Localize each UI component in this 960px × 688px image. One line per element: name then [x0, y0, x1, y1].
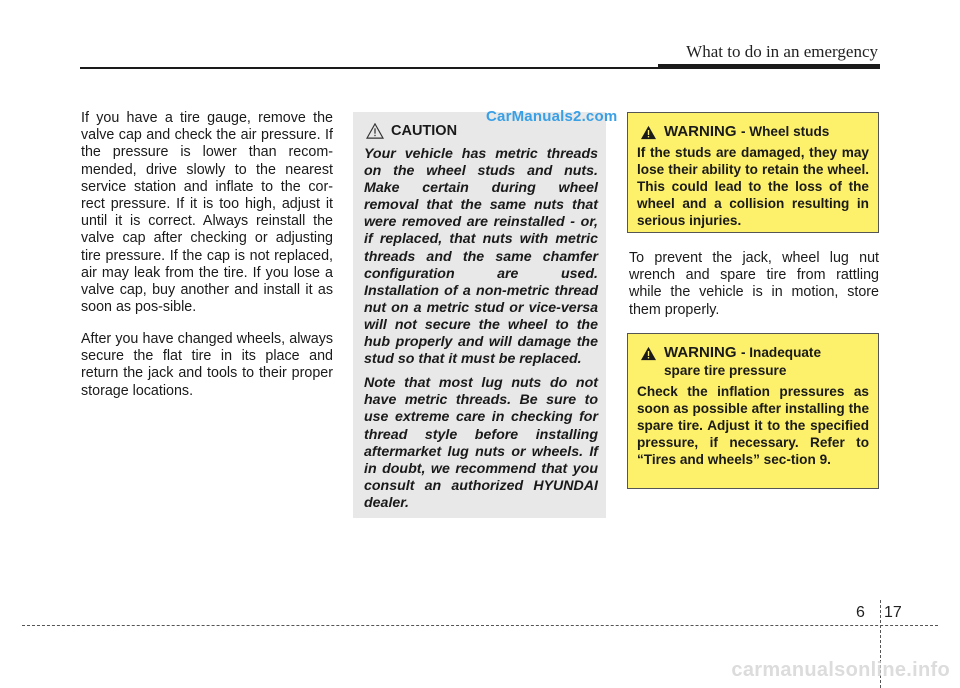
warning-label: WARNING [664, 344, 737, 361]
tire-gauge-paragraph: If you have a tire gauge, remove the valve cap and check the air pressure. If the pressure is lower than recom-mended, drive slowly to the nearest service station and inflate to the cor-rect pressure. If it is too high, adjust it until it is correct. Always reinstall the valve cap after checking or adjusting tire pressure. If the cap is not replaced, air may leak from the tire. If you lose a valve cap, buy another and install it as soon as pos-sible. [81, 110, 333, 316]
watermark-text: CarManuals2.com [486, 108, 618, 125]
warning-subtitle-line2: spare tire pressure [664, 363, 787, 378]
warning-subtitle: - Wheel studs [740, 124, 830, 139]
chapter-number: 6 [856, 604, 865, 621]
warning-triangle-icon [640, 346, 657, 361]
caution-box [353, 112, 606, 518]
warning-spare-tire-box [627, 333, 879, 489]
warning-spare-tire-header [637, 344, 869, 380]
store-properly-paragraph: To prevent the jack, wheel lug nut wrench and spare tire from rattling while the vehicle is in motion, store them properly. [629, 250, 879, 318]
caution-title: CAUTION [391, 123, 458, 139]
caution-triangle-icon [366, 123, 384, 139]
warning-wheel-studs-header [637, 123, 869, 141]
footer-site-watermark: carmanualsonline.info [731, 659, 950, 681]
page-number: 17 [884, 604, 902, 621]
header-rule-accent [658, 64, 880, 69]
warning-wheel-studs-body: If the studs are damaged, they may lose their ability to retain the wheel. This could lead to the loss of the wheel and a collision resulting in serious injuries. [637, 145, 869, 228]
changed-wheels-paragraph: After you have changed wheels, always secure the flat tire in its place and return the jack and tools to their proper storage locations. [81, 331, 333, 399]
caution-metric-threads-paragraph: Your vehicle has metric threads on the wheel studs and nuts. Make certain during wheel removal that the same nuts that were removed are reinstalled - or, if replaced, that nuts with metric threads and the same chamfer configuration are used. Installation of a non-metric thread nut on a metric stud or vice-versa will not secure the wheel to the hub properly and will damage the stud so that it must be replaced. [364, 146, 598, 368]
warning-label: WARNING [664, 123, 737, 140]
warning-subtitle: - Inadequate [740, 345, 822, 360]
warning-wheel-studs-box [627, 112, 879, 233]
caution-lug-nuts-paragraph: Note that most lug nuts do not have metric threads. Be sure to use extreme care in checking for thread style before installing aftermarket lug nuts or wheels. If in doubt, we recommend that you consult an authorized HYUNDAI dealer. [364, 375, 598, 511]
warning-spare-tire-body: Check the inflation pressures as soon as possible after installing the spare tire. Adjust it to the specified pressure, if necessary. Refer to “Tires and wheels” sec-tion 9. [637, 384, 869, 467]
section-title: What to do in an emergency [686, 42, 878, 61]
warning-triangle-icon [640, 125, 657, 140]
footer-rule [22, 625, 938, 626]
